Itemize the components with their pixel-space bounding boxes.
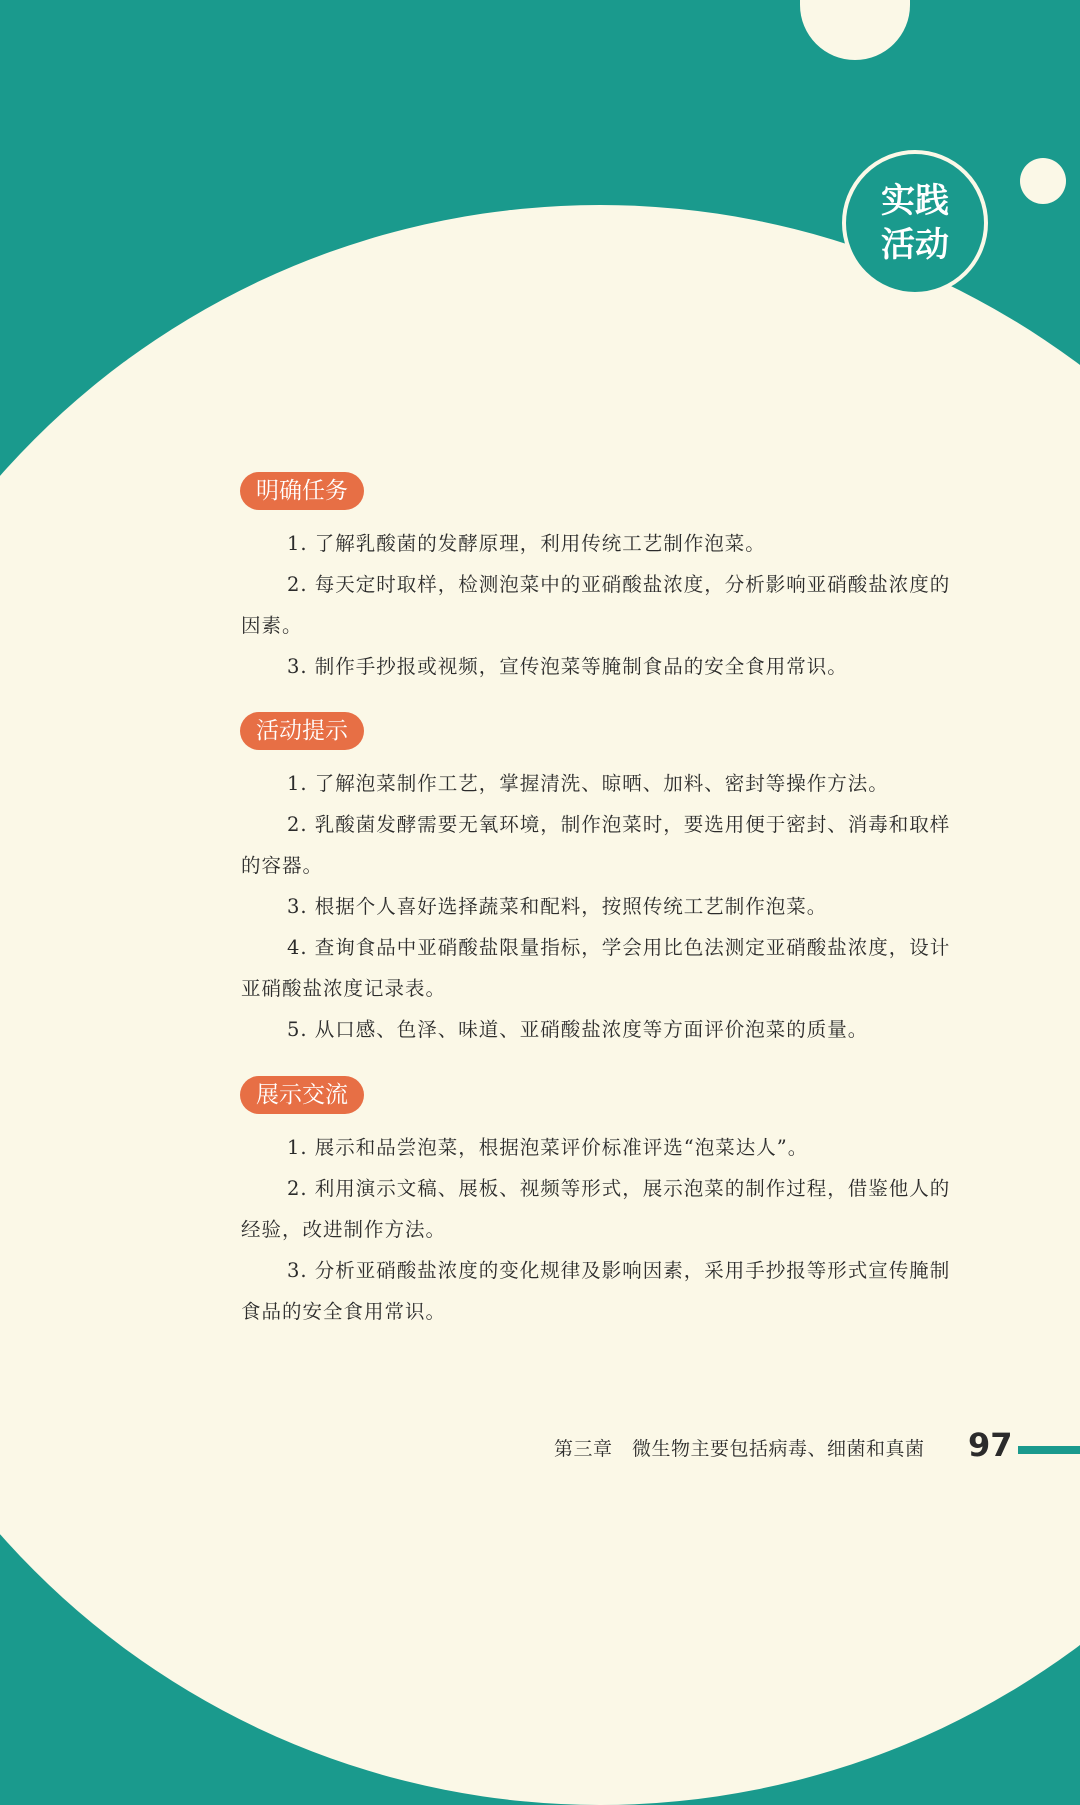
task-item-2: 2. 每天定时取样，检测泡菜中的亚硝酸盐浓度，分析影响亚硝酸盐浓度的因素。 — [241, 573, 951, 637]
page-number: 97 — [968, 1426, 1013, 1464]
page-number-bar — [1018, 1446, 1080, 1454]
decorative-circle-top — [800, 0, 910, 60]
badge-line-2: 活动 — [881, 225, 949, 265]
section-title-exchange: 展示交流 — [240, 1076, 364, 1114]
exchange-item-1: 1. 展示和品尝泡菜，根据泡菜评价标准评选“泡菜达人”。 — [287, 1136, 809, 1159]
decorative-circle-small — [1020, 158, 1066, 204]
tip-item-1: 1. 了解泡菜制作工艺，掌握清洗、晾晒、加料、密封等操作方法。 — [287, 772, 889, 795]
task-item-1: 1. 了解乳酸菌的发酵原理，利用传统工艺制作泡菜。 — [287, 532, 766, 555]
tip-item-4: 4. 查询食品中亚硝酸盐限量指标，学会用比色法测定亚硝酸盐浓度，设计亚硝酸盐浓度记录表。 — [241, 936, 951, 1000]
section-title-tasks: 明确任务 — [240, 472, 364, 510]
exchange-item-2: 2. 利用演示文稿、展板、视频等形式，展示泡菜的制作过程，借鉴他人的经验，改进制作方法。 — [241, 1177, 951, 1241]
task-item-3: 3. 制作手抄报或视频，宣传泡菜等腌制食品的安全食用常识。 — [287, 655, 848, 678]
tip-item-3: 3. 根据个人喜好选择蔬菜和配料，按照传统工艺制作泡菜。 — [287, 895, 828, 918]
exchange-item-3: 3. 分析亚硝酸盐浓度的变化规律及影响因素，采用手抄报等形式宣传腌制食品的安全食用常识。 — [241, 1259, 951, 1323]
chapter-title: 第三章 微生物主要包括病毒、细菌和真菌 — [554, 1438, 925, 1460]
section-title-tips: 活动提示 — [240, 712, 364, 750]
badge-line-1: 实践 — [881, 181, 949, 221]
tip-item-5: 5. 从口感、色泽、味道、亚硝酸盐浓度等方面评价泡菜的质量。 — [287, 1018, 869, 1041]
tip-item-2: 2. 乳酸菌发酵需要无氧环境，制作泡菜时，要选用便于密封、消毒和取样的容器。 — [241, 813, 951, 877]
practice-activity-badge — [842, 150, 988, 296]
